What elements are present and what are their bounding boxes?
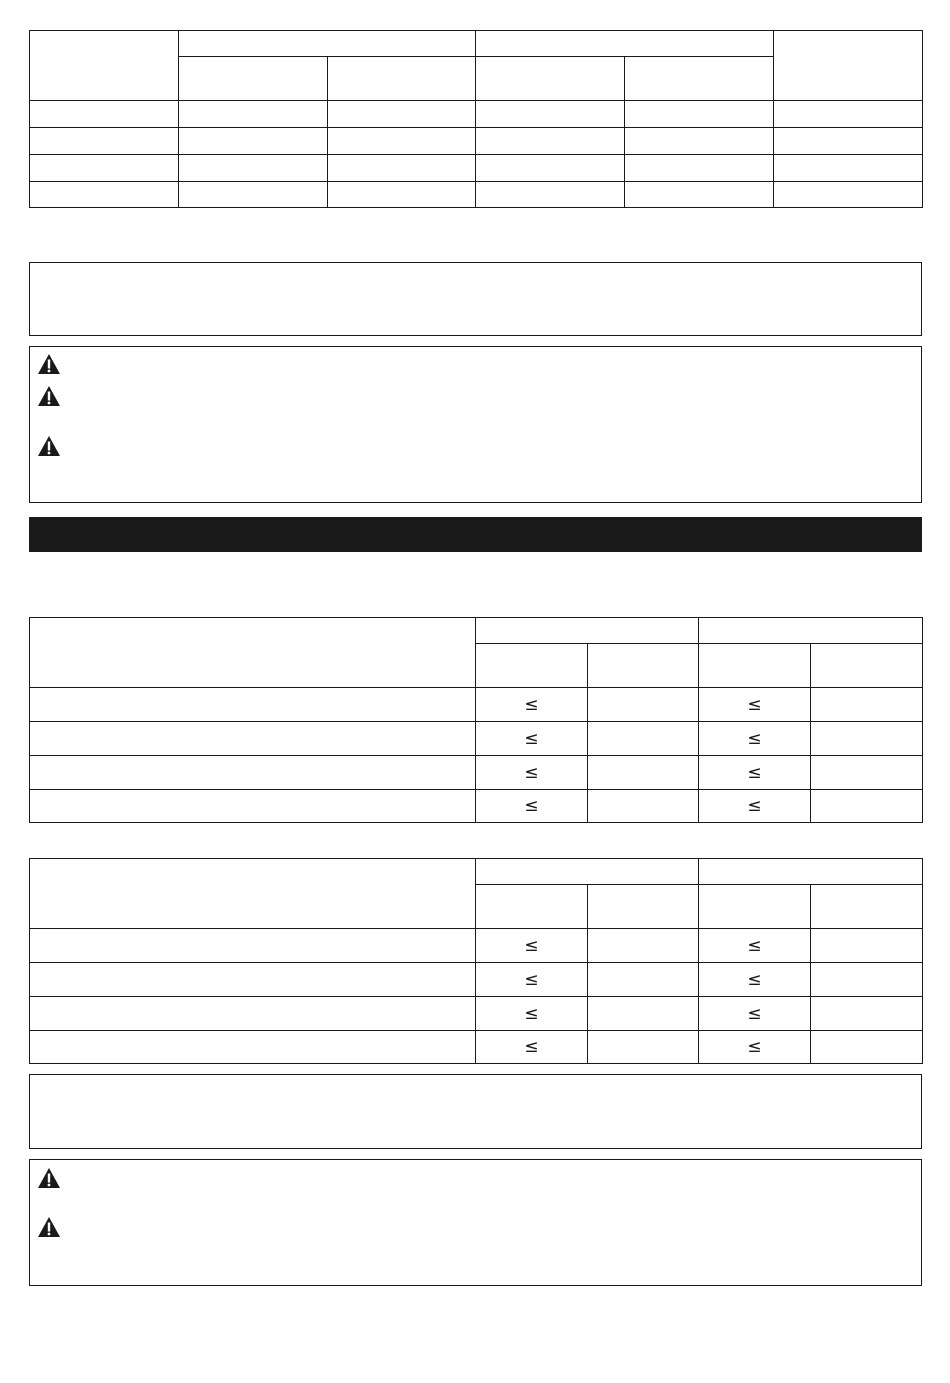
- subheader-cell: [476, 644, 588, 688]
- header-group-cell: [476, 859, 699, 885]
- leq-symbol: ≤: [699, 688, 811, 722]
- subheader-cell: [625, 57, 774, 101]
- spec-table-top: [29, 30, 923, 208]
- note-box: [29, 262, 922, 336]
- warning-triangle-icon: [37, 353, 61, 375]
- table-row: [30, 963, 923, 997]
- leq-symbol: ≤: [699, 790, 811, 823]
- leq-symbol: ≤: [699, 929, 811, 963]
- header-group-cell: [699, 618, 923, 644]
- table-row: [30, 929, 923, 963]
- leq-symbol: ≤: [699, 997, 811, 1031]
- section-banner: [29, 517, 922, 552]
- subheader-cell: [179, 57, 328, 101]
- table-row: [30, 688, 923, 722]
- leq-symbol: ≤: [476, 929, 588, 963]
- leq-symbol: ≤: [476, 1031, 588, 1064]
- header-group-cell: [699, 859, 923, 885]
- table-row: [30, 722, 923, 756]
- header-cell: [30, 859, 476, 929]
- subheader-cell: [588, 644, 699, 688]
- table-row: [30, 182, 923, 208]
- leq-symbol: ≤: [699, 1031, 811, 1064]
- subheader-cell: [699, 644, 811, 688]
- warning-triangle-icon: [37, 435, 61, 457]
- spec-table-middle: [29, 617, 923, 823]
- header-group-cell: [476, 618, 699, 644]
- subheader-cell: [588, 885, 699, 929]
- subheader-cell: [699, 885, 811, 929]
- table-row: [30, 790, 923, 823]
- leq-symbol: ≤: [476, 688, 588, 722]
- table-row: [30, 101, 923, 128]
- leq-symbol: ≤: [476, 790, 588, 823]
- warning-triangle-icon: [37, 1216, 61, 1238]
- table-row: [30, 155, 923, 182]
- leq-symbol: ≤: [476, 722, 588, 756]
- warning-triangle-icon: [37, 385, 61, 407]
- leq-symbol: ≤: [699, 756, 811, 790]
- warning-triangle-icon: [37, 1167, 61, 1189]
- header-cell: [30, 31, 179, 101]
- leq-symbol: ≤: [476, 997, 588, 1031]
- spec-table-bottom: [29, 858, 923, 1064]
- subheader-cell: [811, 644, 923, 688]
- header-cell: [774, 31, 923, 101]
- table-row: [30, 128, 923, 155]
- warning-box: [29, 346, 922, 503]
- subheader-cell: [476, 885, 588, 929]
- table-row: [30, 997, 923, 1031]
- leq-symbol: ≤: [699, 963, 811, 997]
- header-cell: [30, 618, 476, 688]
- header-group-cell: [476, 31, 774, 57]
- header-group-cell: [179, 31, 476, 57]
- subheader-cell: [328, 57, 476, 101]
- note-box: [29, 1074, 922, 1149]
- table-row: [30, 1031, 923, 1064]
- table-row: [30, 756, 923, 790]
- leq-symbol: ≤: [699, 722, 811, 756]
- leq-symbol: ≤: [476, 963, 588, 997]
- subheader-cell: [476, 57, 625, 101]
- subheader-cell: [811, 885, 923, 929]
- warning-box: [29, 1159, 922, 1286]
- leq-symbol: ≤: [476, 756, 588, 790]
